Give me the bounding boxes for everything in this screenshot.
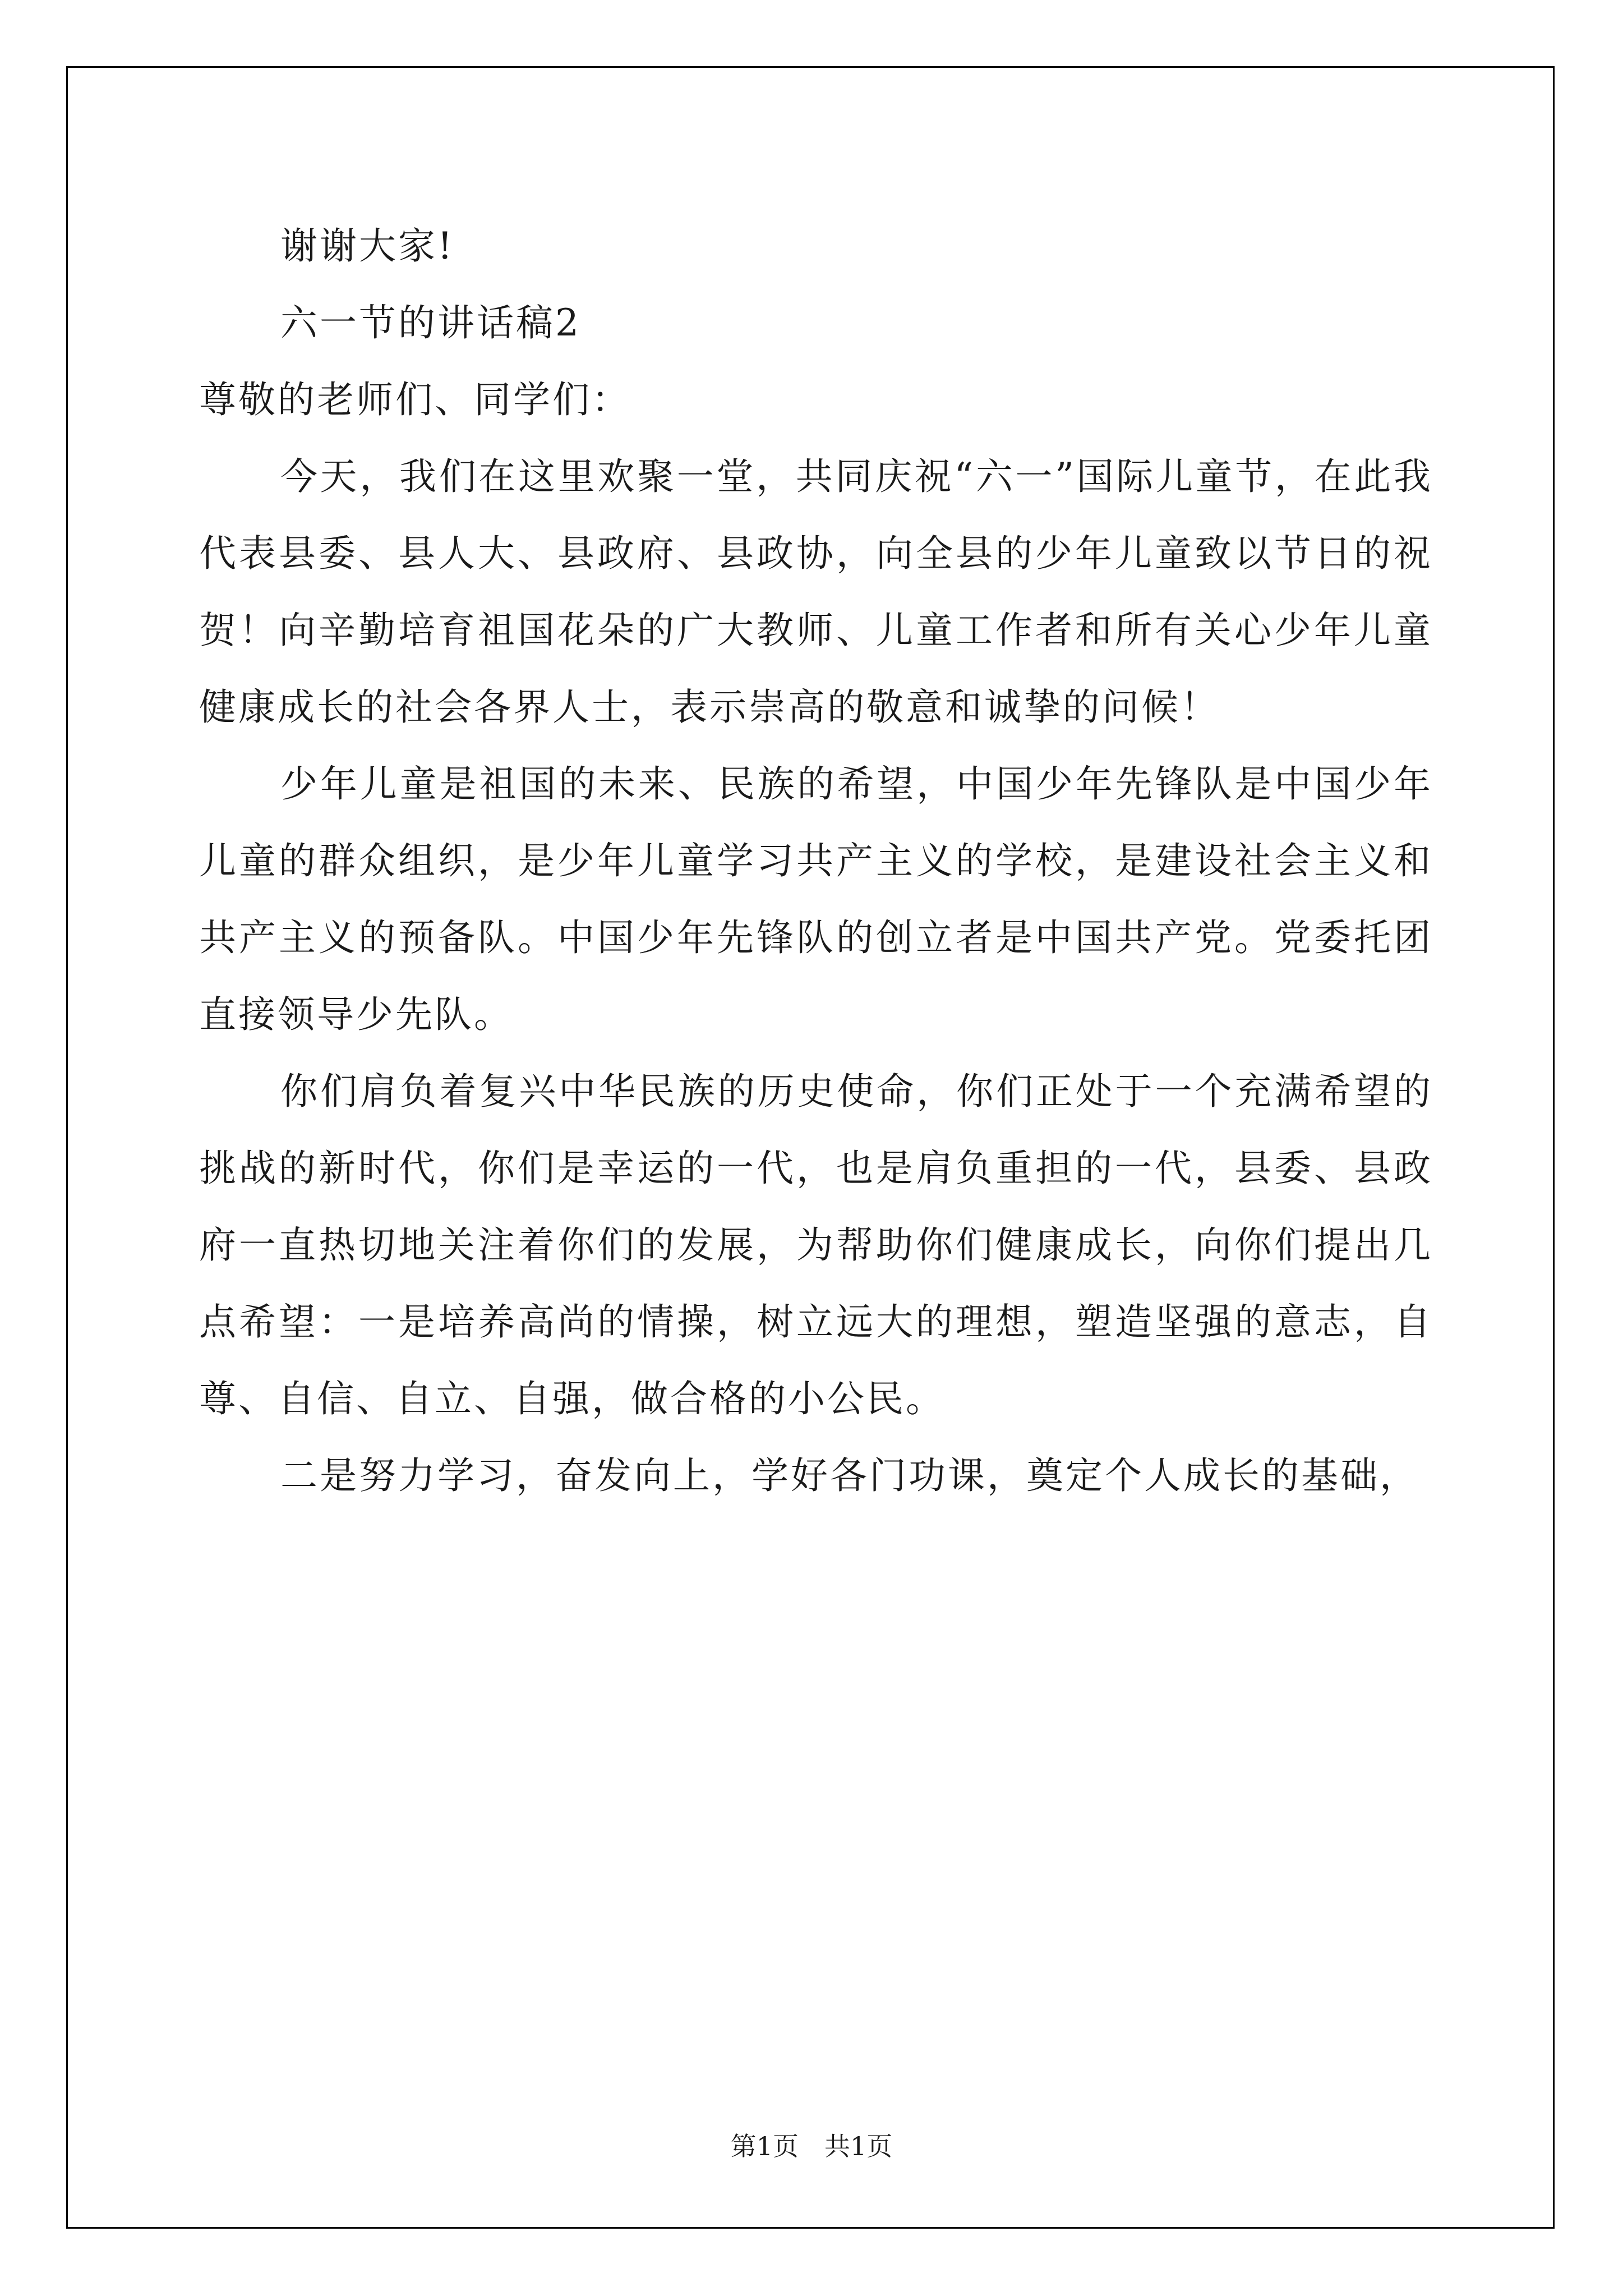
paragraph-pioneers: 少年儿童是祖国的未来、民族的希望，中国少年先锋队是中国少年儿童的群众组织，是少年儿童学习共产主义的学校，是建设社会主义和共产主义的预备队。中国少年先锋队的创立者是中国共产党。党委托团直接领导少先队。	[199, 762, 1433, 1036]
salutation: 尊敬的老师们、同学们：	[199, 378, 631, 421]
document-body	[199, 208, 1433, 1514]
paragraph-greeting: 今天，我们在这里欢聚一堂，共同庆祝“六一”国际儿童节，在此我代表县委、县人大、县政府、县政协，向全县的少年儿童致以节日的祝贺！向辛勤培育祖国花朵的广大教师、儿童工作者和所有关心少年儿童健康成长的社会各界人士，表示崇高的敬意和诚挚的问候！	[199, 455, 1433, 729]
page-footer: 第1页 共1页	[730, 2131, 893, 2161]
paragraph-closing: 谢谢大家!	[280, 224, 455, 268]
paragraph-study: 二是努力学习，奋发向上，学好各门功课，奠定个人成长的基础，	[280, 1454, 1419, 1497]
section-title: 六一节的讲话稿2	[280, 301, 581, 344]
paragraph-hopes: 你们肩负着复兴中华民族的历史使命，你们正处于一个充满希望的挑战的新时代，你们是幸运的一代，也是肩负重担的一代，县委、县政府一直热切地关注着你们的发展，为帮助你们健康成长，向你们提出几点希望：一是培养高尚的情操，树立远大的理想，塑造坚强的意志，自尊、自信、自立、自强，做合格的小公民。	[199, 1070, 1433, 1420]
